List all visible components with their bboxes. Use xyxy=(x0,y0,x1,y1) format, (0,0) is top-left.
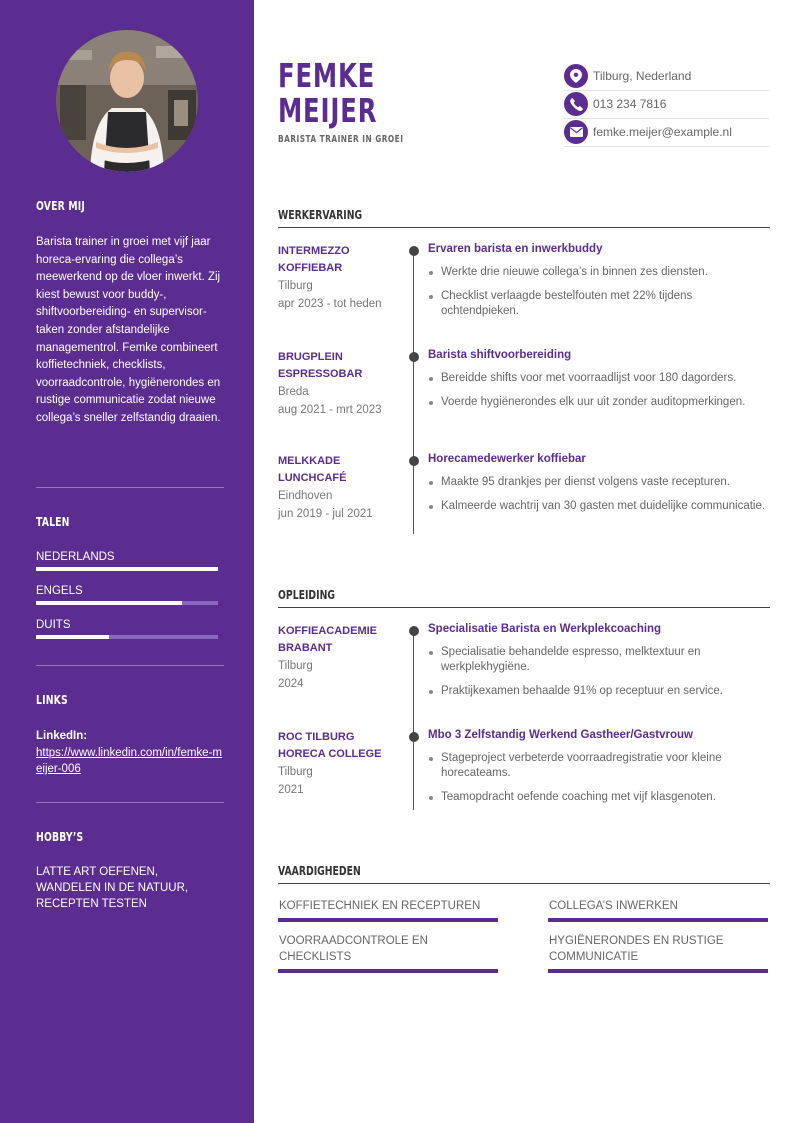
bullet-item: Teamopdracht oefende coaching met vijf klasgenoten. xyxy=(428,790,768,805)
experience-bullets xyxy=(428,475,768,523)
skill-label: COLLEGA’S INWERKEN xyxy=(549,900,678,912)
timeline-dot xyxy=(409,352,419,362)
skill-item xyxy=(548,898,768,922)
experience-bullets xyxy=(428,265,768,328)
contact-email-text[interactable]: femke.meijer@example.nl xyxy=(593,125,732,139)
education-timeline xyxy=(413,630,414,810)
language-name: ENGELS xyxy=(36,585,83,597)
job-subtitle: BARISTA TRAINER IN GROEI xyxy=(278,134,404,145)
experience-organization xyxy=(278,349,398,419)
contact-location xyxy=(564,63,769,91)
language-name: NEDERLANDS xyxy=(36,551,115,563)
language-level-fill xyxy=(36,635,109,639)
experience-city: Breda xyxy=(278,386,309,398)
language-level-fill xyxy=(36,567,218,571)
experience-heading xyxy=(278,204,770,228)
education-period: 2024 xyxy=(278,678,304,690)
skill-item xyxy=(278,933,498,973)
education-bullets xyxy=(428,645,768,708)
bullet-item: Voerde hygiënerondes elk uur uit zonder auditopmerkingen. xyxy=(428,395,768,410)
bullet-item: Maakte 95 drankjes per dienst volgens vaste recepturen. xyxy=(428,475,768,490)
bullet-item: Checklist verlaagde bestelfouten met 22% tijdens ochtendpieken. xyxy=(428,289,768,319)
linkedin-link[interactable]: https://www.linkedin.com/in/femke-meijer-006 xyxy=(36,747,222,775)
experience-org-name: MELKKADE LUNCHCAFÉ xyxy=(278,455,347,484)
contact-email xyxy=(564,119,769,147)
language-level-bar xyxy=(36,635,218,639)
contact-location-text: Tilburg, Nederland xyxy=(593,69,692,83)
education-org-name: KOFFIEACADEMIE BRABANT xyxy=(278,625,377,654)
experience-heading-text: WERKERVARING xyxy=(278,208,363,222)
linkedin-label: LinkedIn: xyxy=(36,730,88,742)
experience-org-name: INTERMEZZO KOFFIEBAR xyxy=(278,245,350,274)
profile-photo xyxy=(56,30,198,172)
location-pin-icon xyxy=(564,64,588,88)
bullet-item: Bereidde shifts voor met voorraadlijst voor 180 dagorders. xyxy=(428,371,768,386)
education-heading xyxy=(278,584,770,608)
education-period: 2021 xyxy=(278,784,304,796)
person-name xyxy=(278,58,377,128)
skill-label: KOFFIETECHNIEK EN RECEPTUREN xyxy=(279,900,481,912)
bullet-item: Stageproject verbeterde voorraadregistratie voor kleine horecateams. xyxy=(428,751,768,781)
name-line-last: MEIJER xyxy=(278,91,378,130)
experience-city: Eindhoven xyxy=(278,490,333,502)
bullet-item: Werkte drie nieuwe collega’s in binnen zes diensten. xyxy=(428,265,768,280)
experience-role: Ervaren barista en inwerkbuddy xyxy=(428,243,603,255)
language-name: DUITS xyxy=(36,619,71,631)
education-role: Specialisatie Barista en Werkplekcoaching xyxy=(428,623,662,635)
contact-phone xyxy=(564,91,769,119)
experience-organization xyxy=(278,243,398,313)
skill-item xyxy=(548,933,768,973)
skills-heading xyxy=(278,860,770,884)
experience-period: aug 2021 - mrt 2023 xyxy=(278,404,382,416)
education-organization xyxy=(278,623,398,693)
skill-item xyxy=(278,898,498,922)
language-item xyxy=(36,585,218,605)
experience-org-name: BRUGPLEIN ESPRESSOBAR xyxy=(278,351,363,380)
experience-role: Barista shiftvoorbereiding xyxy=(428,349,572,361)
skill-label: HYGIËNERONDES EN RUSTIGE COMMUNICATIE xyxy=(549,935,724,963)
experience-bullets xyxy=(428,371,768,419)
timeline-dot xyxy=(409,456,419,466)
bullet-item: Specialisatie behandelde espresso, melktextuur en werkplekhygiëne. xyxy=(428,645,768,675)
phone-icon xyxy=(564,92,588,116)
sidebar xyxy=(0,0,254,1123)
languages-heading: TALEN xyxy=(36,515,70,529)
sidebar-divider xyxy=(36,802,224,803)
skill-label: VOORRAADCONTROLE EN CHECKLISTS xyxy=(279,935,428,963)
timeline-dot xyxy=(409,732,419,742)
education-role: Mbo 3 Zelfstandig Werkend Gastheer/Gastvrouw xyxy=(428,729,693,741)
about-heading: OVER MIJ xyxy=(36,199,86,213)
sidebar-divider xyxy=(36,487,224,488)
experience-city: Tilburg xyxy=(278,280,313,292)
education-org-name: ROC TILBURG HORECA COLLEGE xyxy=(278,731,382,760)
envelope-icon xyxy=(564,120,588,144)
experience-period: jun 2019 - jul 2021 xyxy=(278,508,373,520)
bullet-item: Praktijkexamen behaalde 91% op receptuur en service. xyxy=(428,684,768,699)
hobbies-text: LATTE ART OEFENEN, WANDELEN IN DE NATUUR, RECEPTEN TESTEN xyxy=(36,866,189,910)
experience-role: Horecamedewerker koffiebar xyxy=(428,453,586,465)
timeline-dot xyxy=(409,246,419,256)
about-text: Barista trainer in groei met vijf jaar horeca-ervaring die collega’s meewerkend op de vloer inwerkt. Zij kiest bewust voor buddy-, shiftvoorbereiding- en supervisor-taken zonder afstandelijke managementrol. Femke combineert koffietechniek, checklists, voorraadcontrole, hygiënerondes en rustige communicatie zodat nieuwe collega’s sneller zelfstandig draaien. xyxy=(36,236,221,424)
experience-organization xyxy=(278,453,398,523)
education-bullets xyxy=(428,751,768,814)
barista-portrait-icon xyxy=(56,30,198,172)
education-city: Tilburg xyxy=(278,660,313,672)
education-city: Tilburg xyxy=(278,766,313,778)
timeline-dot xyxy=(409,626,419,636)
language-level-bar xyxy=(36,601,218,605)
hobbies-heading: HOBBY’S xyxy=(36,830,84,844)
experience-period: apr 2023 - tot heden xyxy=(278,298,382,310)
experience-timeline xyxy=(413,250,414,534)
links-heading: LINKS xyxy=(36,693,68,707)
language-item xyxy=(36,619,218,639)
language-level-fill xyxy=(36,601,182,605)
contact-phone-text: 013 234 7816 xyxy=(593,97,667,111)
skills-heading-text: VAARDIGHEDEN xyxy=(278,864,361,878)
language-level-bar xyxy=(36,567,218,571)
language-item xyxy=(36,551,218,571)
education-heading-text: OPLEIDING xyxy=(278,588,335,602)
bullet-item: Kalmeerde wachtrij van 30 gasten met duidelijke communicatie. xyxy=(428,499,768,514)
education-organization xyxy=(278,729,398,799)
sidebar-divider xyxy=(36,665,224,666)
name-line-first: FEMKE xyxy=(278,56,376,95)
